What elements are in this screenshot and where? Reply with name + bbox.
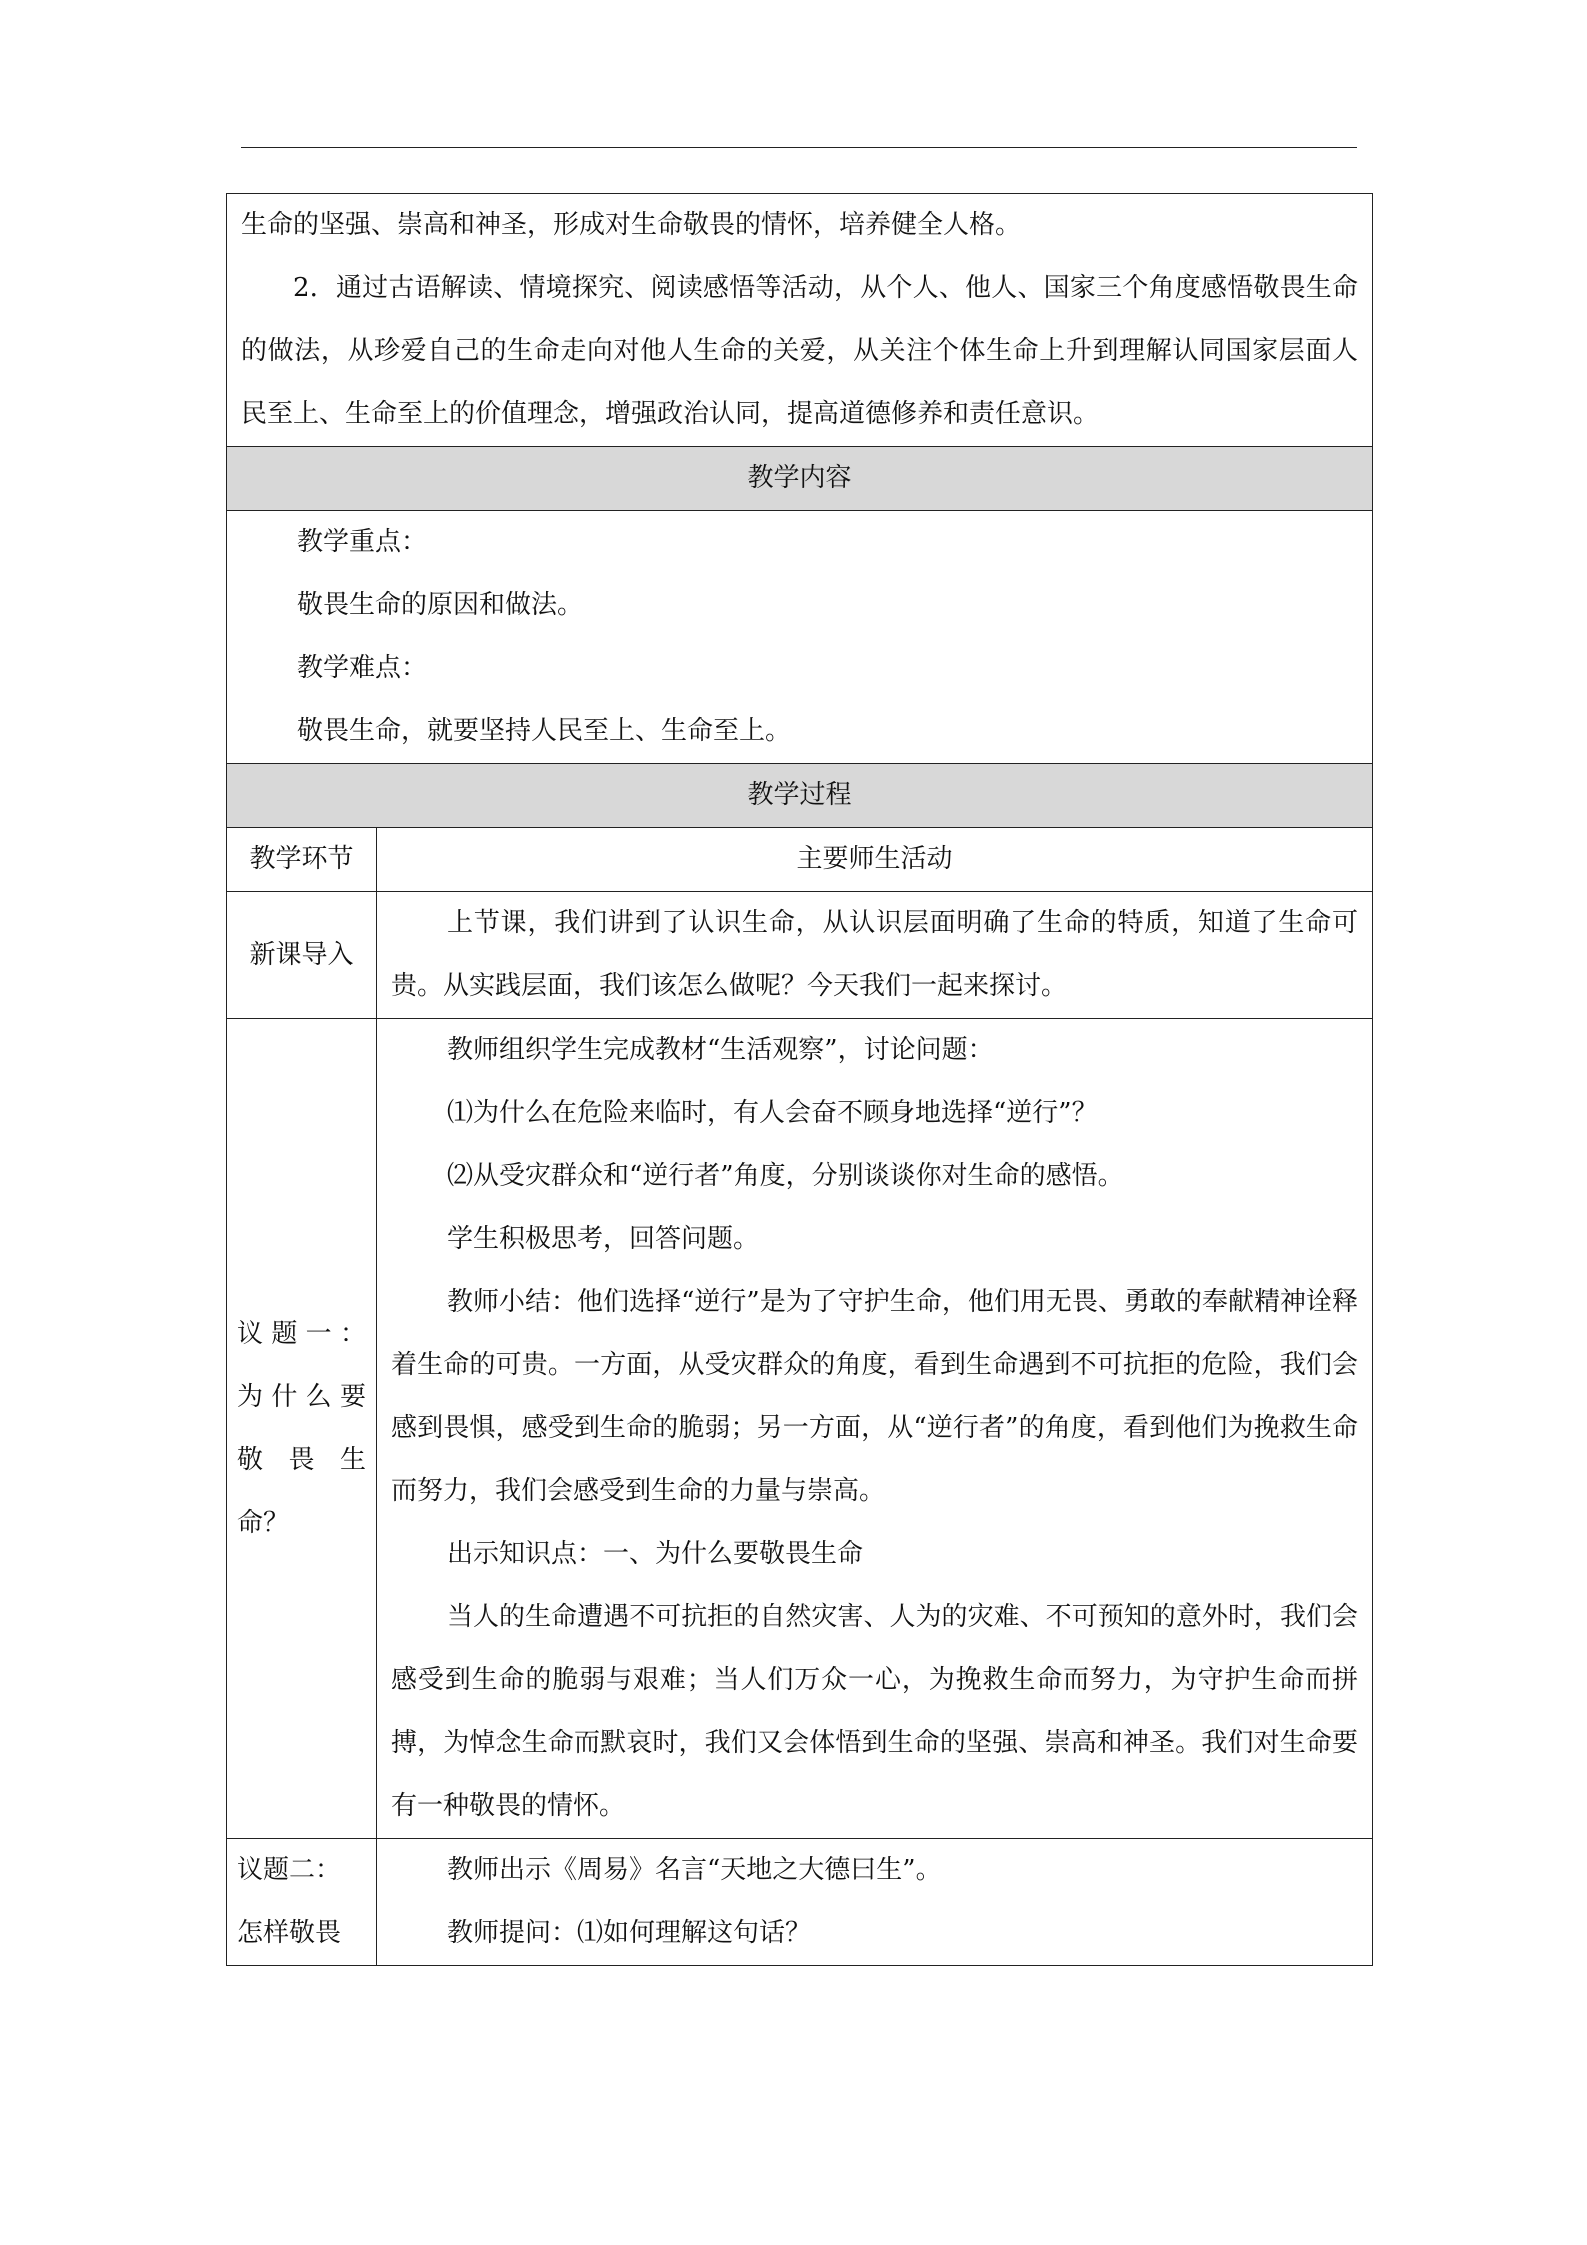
- objective-item-2: 2．通过古语解读、情境探究、阅读感悟等活动，从个人、他人、国家三个角度感悟敬畏生命的做法，从珍爱自己的生命走向对他人生命的关爱，从关注个体生命上升到理解认同国家层面人民至上、生命至上的价值理念，增强政治认同，提高道德修养和责任意识。: [241, 273, 1359, 429]
- difficult-point-label: 教学难点：: [297, 653, 428, 683]
- teaching-process-header: 教学过程: [227, 764, 1373, 828]
- stage-label: 新课导入: [249, 939, 354, 970]
- key-point-text: 敬畏生命的原因和做法。: [297, 590, 584, 620]
- stage-label-line: 议题一：: [237, 1318, 366, 1349]
- process-row-intro: [227, 892, 1373, 1019]
- stage-cell: [227, 1019, 377, 1839]
- activity-paragraph: 教师组织学生完成教材“生活观察”，讨论问题：: [447, 1035, 994, 1065]
- stage-cell: [227, 892, 377, 1019]
- process-column-header-row: [227, 828, 1373, 892]
- stage-column-header: 教学环节: [227, 828, 377, 892]
- stage-label-line: 敬 畏 生: [237, 1444, 366, 1475]
- stage-label-line: 命？: [237, 1507, 290, 1538]
- teaching-content-header-row: [227, 447, 1373, 511]
- objectives-continuation: 生命的坚强、崇高和神圣，形成对生命敬畏的情怀，培养健全人格。: [241, 210, 1022, 240]
- teaching-content-row: [227, 511, 1373, 764]
- activity-paragraph: 当人的生命遭遇不可抗拒的自然灾害、人为的灾难、不可预知的意外时，我们会感受到生命的脆弱与艰难；当人们万众一心，为挽救生命而努力，为守护生命而拼搏，为悼念生命而默哀时，我们又会体悟到生命的坚强、崇高和神圣。我们对生命要有一种敬畏的情怀。: [391, 1602, 1359, 1821]
- activity-paragraph: ⑵从受灾群众和“逆行者”角度，分别谈谈你对生命的感悟。: [447, 1161, 1124, 1191]
- lesson-plan-table: [226, 193, 1373, 1966]
- activity-paragraph: 上节课，我们讲到了认识生命，从认识层面明确了生命的特质，知道了生命可贵。从实践层面，我们该怎么做呢？今天我们一起来探讨。: [391, 908, 1359, 1001]
- activity-cell: [377, 892, 1373, 1019]
- difficult-point-text: 敬畏生命，就要坚持人民至上、生命至上。: [297, 716, 792, 746]
- stage-cell: [227, 1839, 377, 1966]
- objectives-row: [227, 194, 1373, 447]
- activity-paragraph: 教师出示《周易》名言“天地之大德曰生”。: [447, 1855, 942, 1885]
- stage-label-line: 怎样敬畏: [237, 1918, 342, 1948]
- key-point-label: 教学重点：: [297, 527, 428, 557]
- activity-paragraph: ⑴为什么在危险来临时，有人会奋不顾身地选择“逆行”？: [447, 1098, 1098, 1128]
- activity-paragraph: 教师提问：⑴如何理解这句话？: [447, 1918, 812, 1948]
- teaching-content-header: 教学内容: [227, 447, 1373, 511]
- stage-label-line: 为什么要: [237, 1381, 366, 1412]
- stage-label-line: 议题二：: [237, 1855, 342, 1885]
- process-row-topic-1: [227, 1019, 1373, 1839]
- activity-paragraph: 教师小结：他们选择“逆行”是为了守护生命，他们用无畏、勇敢的奉献精神诠释着生命的可贵。一方面，从受灾群众的角度，看到生命遇到不可抗拒的危险，我们会感到畏惧，感受到生命的脆弱；另一方面，从“逆行者”的角度，看到他们为挽救生命而努力，我们会感受到生命的力量与崇高。: [391, 1287, 1359, 1506]
- activity-cell: [377, 1839, 1373, 1966]
- header-rule: [241, 147, 1357, 148]
- activity-paragraph: 学生积极思考，回答问题。: [447, 1224, 760, 1254]
- process-row-topic-2: [227, 1839, 1373, 1966]
- activity-cell: [377, 1019, 1373, 1839]
- objectives-cell: [227, 194, 1373, 447]
- teaching-process-header-row: [227, 764, 1373, 828]
- activity-column-header: 主要师生活动: [377, 828, 1373, 892]
- teaching-content-cell: [227, 511, 1373, 764]
- activity-paragraph: 出示知识点：一、为什么要敬畏生命: [447, 1539, 864, 1569]
